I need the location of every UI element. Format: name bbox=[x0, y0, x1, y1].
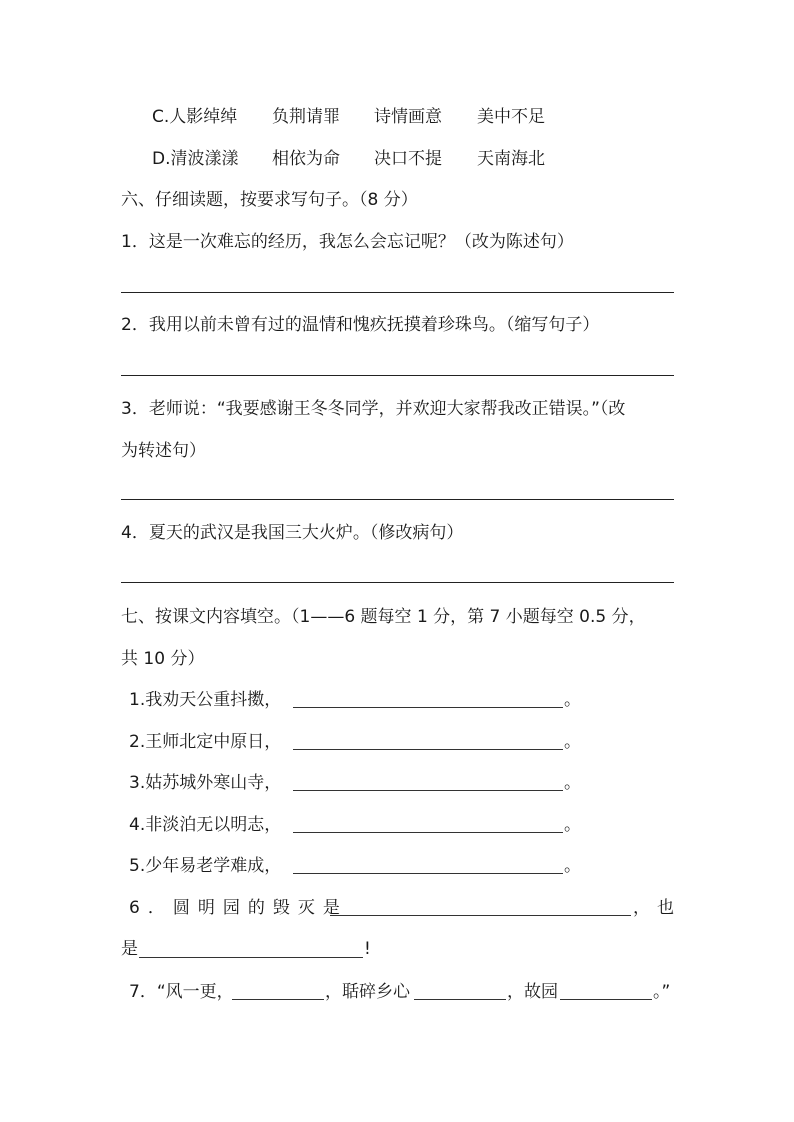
section-7-heading-line-2: 共 10 分） bbox=[121, 649, 205, 669]
fill-item-3-period: 。 bbox=[564, 773, 581, 793]
fill-item-1-period: 。 bbox=[564, 690, 581, 710]
fill-item-3-prompt: 3.姑苏城外寒山寺， bbox=[129, 773, 282, 793]
option-c-word-1: C.人影绰绰 bbox=[152, 107, 238, 127]
fill-blank-7a[interactable] bbox=[232, 999, 324, 1000]
fill-blank-6b[interactable] bbox=[139, 957, 363, 958]
fill-item-5-prompt: 5.少年易老学难成， bbox=[129, 856, 282, 876]
fill-item-7-mid-1: ，聒碎乡心 bbox=[325, 982, 410, 1002]
option-c-word-2: 负荆请罪 bbox=[272, 107, 340, 127]
answer-line-6-2[interactable] bbox=[121, 375, 674, 376]
fill-item-7-mid-2: ，故园 bbox=[507, 982, 558, 1002]
fill-blank-3[interactable] bbox=[293, 790, 563, 791]
fill-item-5-period: 。 bbox=[564, 856, 581, 876]
fill-item-4-period: 。 bbox=[564, 815, 581, 835]
question-6-4: 4．夏天的武汉是我国三大火炉。（修改病句） bbox=[121, 523, 464, 543]
fill-item-6-prompt: 6．圆明园的毁灭是 bbox=[129, 898, 348, 918]
option-d-word-2: 相依为命 bbox=[272, 149, 340, 169]
fill-blank-2[interactable] bbox=[293, 749, 563, 750]
fill-item-6-exclaim: ! bbox=[364, 939, 371, 959]
fill-item-1-prompt: 1.我劝天公重抖擞， bbox=[129, 690, 282, 710]
fill-item-2-prompt: 2.王师北定中原日， bbox=[129, 732, 282, 752]
section-7-heading-line-1: 七、按课文内容填空。（1——6 题每空 1 分，第 7 小题每空 0.5 分， bbox=[121, 607, 646, 627]
fill-item-6-comma: ， bbox=[633, 898, 650, 918]
fill-blank-5[interactable] bbox=[293, 873, 563, 874]
fill-item-2-period: 。 bbox=[564, 732, 581, 752]
fill-blank-6a[interactable] bbox=[330, 915, 631, 916]
question-6-3-line-1: 3．老师说：“我要感谢王冬冬同学，并欢迎大家帮我改正错误。”（改 bbox=[121, 399, 626, 419]
fill-item-6-also: 也 bbox=[657, 898, 674, 918]
fill-blank-7c[interactable] bbox=[560, 999, 652, 1000]
option-d-word-3: 决口不提 bbox=[374, 149, 442, 169]
fill-blank-4[interactable] bbox=[293, 832, 563, 833]
answer-line-6-1[interactable] bbox=[121, 292, 674, 293]
question-6-1: 1．这是一次难忘的经历，我怎么会忘记呢？（改为陈述句） bbox=[121, 232, 574, 252]
option-d-word-1: D.清波漾漾 bbox=[152, 149, 239, 169]
option-c-word-4: 美中不足 bbox=[477, 107, 545, 127]
question-6-3-line-2: 为转述句） bbox=[121, 441, 206, 461]
fill-item-4-prompt: 4.非淡泊无以明志， bbox=[129, 815, 282, 835]
section-6-heading: 六、仔细读题，按要求写句子。（8 分） bbox=[121, 190, 418, 210]
question-6-2: 2．我用以前未曾有过的温情和愧疚抚摸着珍珠鸟。（缩写句子） bbox=[121, 315, 600, 335]
option-c-word-3: 诗情画意 bbox=[374, 107, 442, 127]
answer-line-6-4[interactable] bbox=[121, 582, 674, 583]
option-d-word-4: 天南海北 bbox=[477, 149, 545, 169]
fill-item-6-line-2-start: 是 bbox=[121, 939, 138, 959]
answer-line-6-3[interactable] bbox=[121, 499, 674, 500]
fill-blank-7b[interactable] bbox=[414, 999, 506, 1000]
fill-item-7-end: 。” bbox=[653, 982, 671, 1002]
fill-item-7-start: 7．“风一更， bbox=[129, 982, 234, 1002]
fill-blank-1[interactable] bbox=[293, 707, 563, 708]
